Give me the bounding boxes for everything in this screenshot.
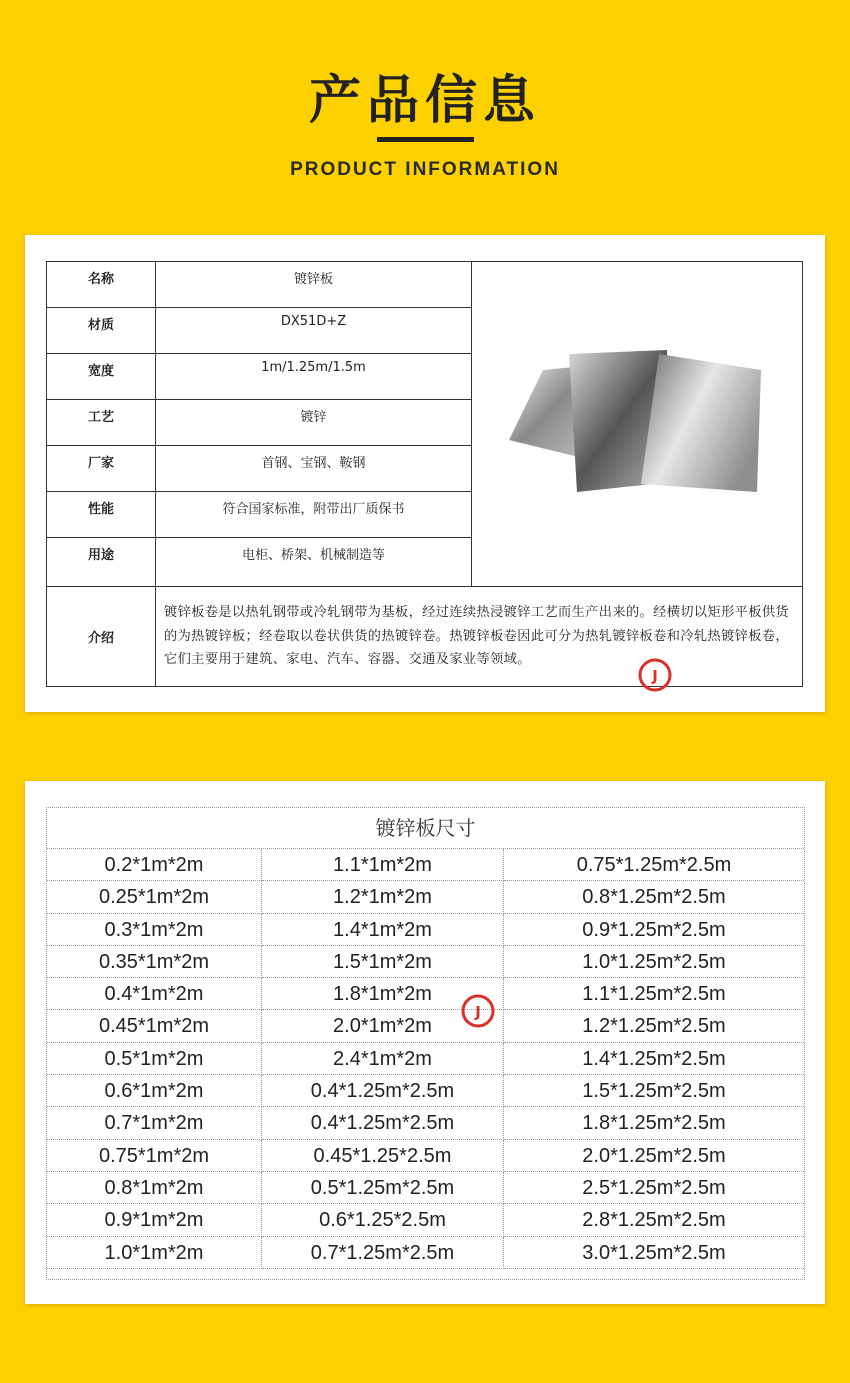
size-cell: 1.0*1m*2m (47, 1237, 262, 1269)
size-cell: 0.9*1.25m*2.5m (504, 914, 804, 946)
size-cell: 1.4*1.25m*2.5m (504, 1043, 804, 1075)
label-intro: 介绍 (47, 587, 156, 687)
size-cell: 1.4*1m*2m (262, 914, 504, 946)
size-cell: 3.0*1.25m*2.5m (504, 1237, 804, 1269)
size-cell: 0.9*1m*2m (47, 1204, 262, 1236)
value-usage: 电柜、桥架、机械制造等 (156, 538, 472, 587)
value-manufacturer: 首钢、宝钢、鞍钢 (156, 446, 472, 492)
label-name: 名称 (47, 262, 156, 308)
size-cell: 0.5*1.25m*2.5m (262, 1172, 504, 1204)
size-cell: 2.8*1.25m*2.5m (504, 1204, 804, 1236)
value-width: 1m/1.25m/1.5m (156, 354, 472, 400)
label-performance: 性能 (47, 492, 156, 538)
size-cell: 0.7*1.25m*2.5m (262, 1237, 504, 1269)
size-cell: 1.2*1m*2m (262, 881, 504, 913)
label-process: 工艺 (47, 400, 156, 446)
title-underline (377, 137, 474, 142)
size-cell: 1.0*1.25m*2.5m (504, 946, 804, 978)
label-material: 材质 (47, 308, 156, 354)
size-cell: 2.5*1.25m*2.5m (504, 1172, 804, 1204)
size-cell: 1.8*1m*2m (262, 978, 504, 1010)
size-cell: 0.5*1m*2m (47, 1043, 262, 1075)
size-cell: 0.4*1.25m*2.5m (262, 1075, 504, 1107)
size-card (25, 781, 825, 1304)
size-cell: 0.8*1m*2m (47, 1172, 262, 1204)
size-cell: 1.5*1.25m*2.5m (504, 1075, 804, 1107)
product-info-card (25, 235, 825, 712)
size-cell: 2.0*1.25m*2.5m (504, 1140, 804, 1172)
page-subtitle: PRODUCT INFORMATION (290, 159, 560, 180)
watermark-logo-icon (458, 991, 538, 1061)
size-cell: 0.45*1m*2m (47, 1010, 262, 1042)
size-cell: 0.35*1m*2m (47, 946, 262, 978)
size-cell: 0.7*1m*2m (47, 1107, 262, 1139)
size-cell: 0.4*1.25m*2.5m (262, 1107, 504, 1139)
size-table-title: 镀锌板尺寸 (47, 808, 804, 849)
size-cell: 1.1*1m*2m (262, 849, 504, 881)
brand-logo-icon (637, 655, 727, 695)
size-cell: 0.75*1.25m*2.5m (504, 849, 804, 881)
product-info-table (46, 261, 803, 687)
value-performance: 符合国家标准，附带出厂质保书 (156, 492, 472, 538)
galvanized-sheet-image (507, 342, 767, 502)
size-cell: 0.45*1.25*2.5m (262, 1140, 504, 1172)
size-cell: 0.4*1m*2m (47, 978, 262, 1010)
size-cell: 0.75*1m*2m (47, 1140, 262, 1172)
label-manufacturer: 厂家 (47, 446, 156, 492)
label-usage: 用途 (47, 538, 156, 587)
size-cell: 0.6*1.25*2.5m (262, 1204, 504, 1236)
svg-text:J: J (475, 1003, 481, 1021)
size-cell: 0.3*1m*2m (47, 914, 262, 946)
size-cell: 1.1*1.25m*2.5m (504, 978, 804, 1010)
size-rows (47, 849, 804, 1269)
intro-text: 镀锌板卷是以热轧钢带或冷轧钢带为基板，经过连续热浸镀锌工艺而生产出来的。经横切以矩形平板供货的为热镀锌板；经卷取以卷状供货的热镀锌卷。热镀锌板卷因此可分为热轧镀锌板卷和冷轧热镀锌板卷，它们主要用于建筑、家电、汽车、容器、交通及家业等领域。 (156, 587, 803, 687)
size-cell: 1.8*1.25m*2.5m (504, 1107, 804, 1139)
size-cell: 0.25*1m*2m (47, 881, 262, 913)
size-cell: 2.0*1m*2m (262, 1010, 504, 1042)
logo-overlay (637, 655, 727, 699)
size-cell: 0.2*1m*2m (47, 849, 262, 881)
size-cell: 0.8*1.25m*2.5m (504, 881, 804, 913)
svg-text:J: J (651, 666, 658, 685)
size-cell: 0.6*1m*2m (47, 1075, 262, 1107)
size-table (46, 807, 805, 1280)
label-width: 宽度 (47, 354, 156, 400)
size-cell: 2.4*1m*2m (262, 1043, 504, 1075)
value-name: 镀锌板 (156, 262, 472, 308)
value-material: DX51D+Z (156, 308, 472, 354)
size-cell: 1.5*1m*2m (262, 946, 504, 978)
value-process: 镀锌 (156, 400, 472, 446)
size-cell: 1.2*1.25m*2.5m (504, 1010, 804, 1042)
page-title: 产品信息 (308, 71, 541, 131)
